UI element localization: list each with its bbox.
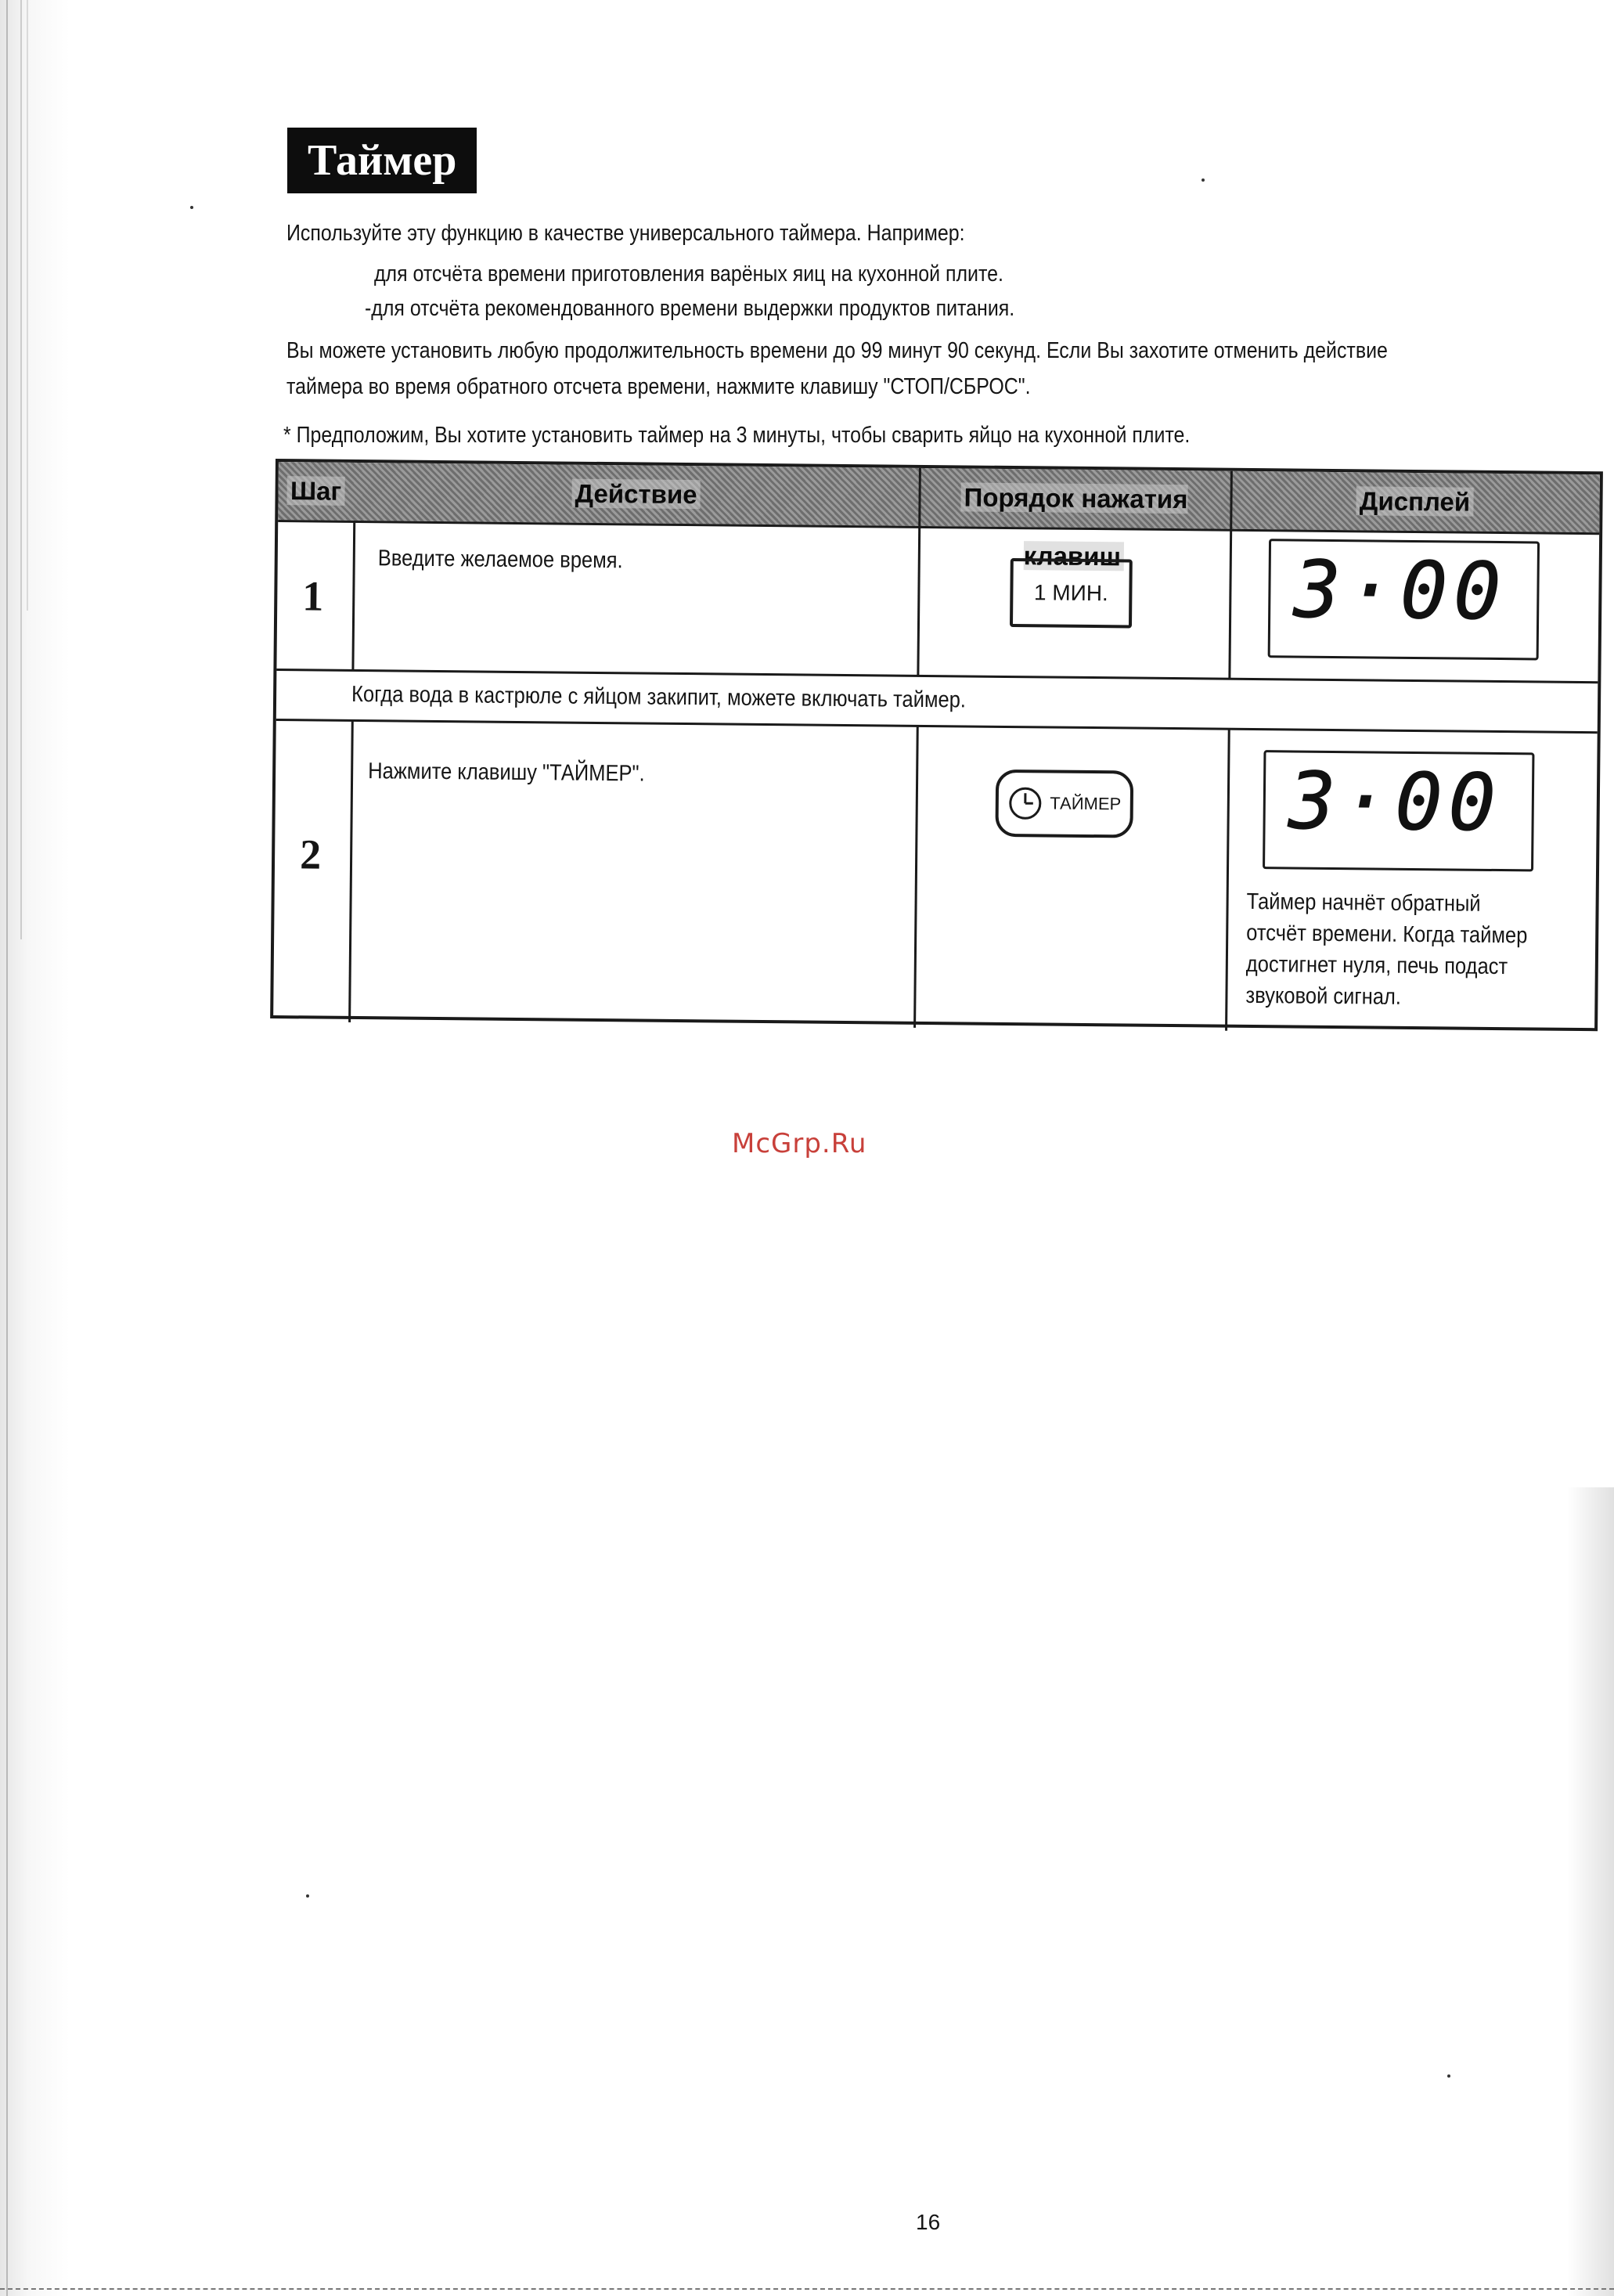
display-row-2-value: 3·00	[1288, 755, 1503, 849]
column-divider	[348, 721, 354, 1022]
display-row-1-value: 3·00	[1293, 543, 1508, 638]
speck	[190, 206, 193, 209]
example-note: * Предположим, Вы хотите установить таймер на 3 минуты, чтобы сварить яйцо на кухонной плите.	[283, 423, 1191, 448]
procedure-table	[270, 459, 1603, 1031]
speck	[1201, 178, 1205, 182]
boil-note: Когда вода в кастрюле с яйцом закипит, можете включать таймер.	[351, 681, 967, 713]
speck	[306, 1894, 309, 1898]
page-title: Таймер	[287, 128, 477, 193]
display-row-2	[1263, 750, 1534, 871]
header-action: Действие	[353, 463, 919, 526]
step-2-action: Нажмите клавишу "ТАЙМЕР".	[368, 759, 645, 787]
intro-line-5: таймера во время обратного отсчета времени, нажмите клавишу "СТОП/СБРОС".	[286, 374, 1031, 399]
one-min-key	[1010, 558, 1133, 628]
intro-line-4: Вы можете установить любую продолжительность времени до 99 минут 90 секунд. Если Вы захотите отменить действие	[286, 338, 1388, 363]
column-divider	[913, 726, 919, 1028]
display-note-line-2: отсчёт времени. Когда таймер	[1246, 920, 1528, 949]
display-note-line-3: достигнет нуля, печь подаст	[1245, 951, 1508, 980]
display-note-line-4: звуковой сигнал.	[1245, 982, 1402, 1010]
display-note-line-1: Таймер начнёт обратный	[1246, 888, 1481, 917]
page-number: 16	[916, 2210, 941, 2234]
step-number-1: 1	[302, 572, 324, 620]
header-step: Шаг	[278, 462, 354, 521]
header-keys: Порядок нажатия клавиш	[918, 468, 1230, 529]
column-divider	[1225, 730, 1230, 1031]
row-divider	[276, 719, 1598, 733]
clock-icon	[1007, 786, 1042, 820]
timer-key	[995, 770, 1133, 838]
scan-edge-right	[1567, 1487, 1614, 2296]
display-row-1	[1268, 539, 1540, 660]
scan-edge-left	[0, 0, 70, 2296]
step-1-action: Введите желаемое время.	[377, 546, 623, 574]
scan-edge-bottom	[0, 2288, 1614, 2296]
intro-line-1: Используйте эту функцию в качестве универсального таймера. Например:	[286, 221, 965, 246]
scan-line	[27, 0, 28, 611]
timer-key-label: ТАЙМЕР	[1050, 793, 1122, 814]
one-min-key-label: 1 МИН.	[1033, 580, 1108, 606]
step-number-2: 2	[299, 831, 322, 878]
column-divider	[351, 521, 355, 671]
scan-line	[6, 0, 8, 2296]
watermark: McGrp.Ru	[732, 1128, 867, 1159]
header-display: Дисплей	[1230, 471, 1600, 533]
intro-line-3: -для отсчёта рекомендованного времени выдержки продуктов питания.	[365, 296, 1015, 321]
scan-line	[20, 0, 22, 939]
intro-line-2: для отсчёта времени приготовления варёных яиц на кухонной плите.	[374, 261, 1003, 287]
speck	[1447, 2074, 1450, 2078]
